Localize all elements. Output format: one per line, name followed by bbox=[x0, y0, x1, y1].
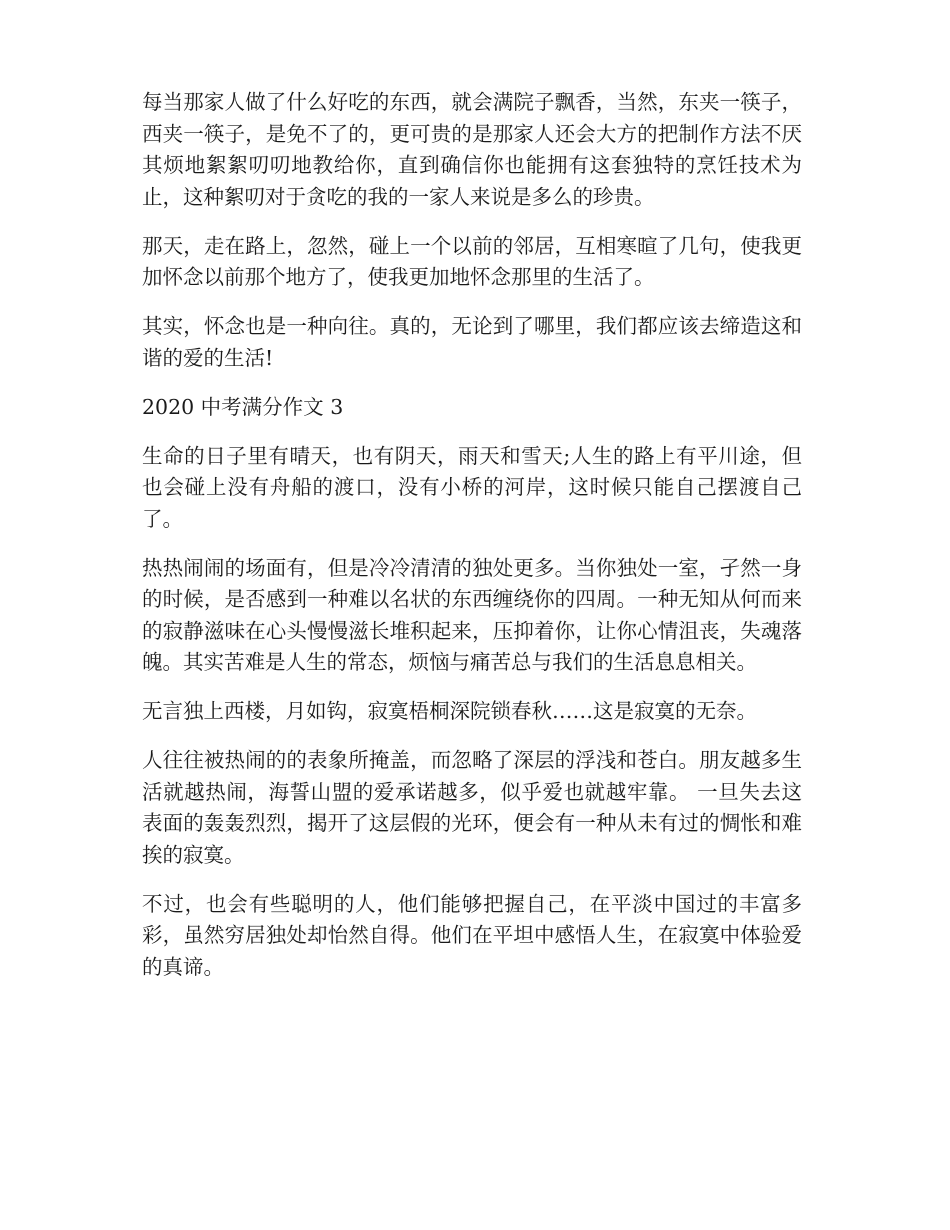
paragraph-life-weather: 生命的日子里有晴天，也有阴天，雨天和雪天;人生的路上有平川途，但也会碰上没有舟船的渡口，没有小桥的河岸，这时候只能自己摆渡自己了。 bbox=[142, 443, 802, 531]
paragraph-wise-people: 不过，也会有些聪明的人，他们能够把握自己，在平淡中国过的丰富多彩，虽然穷居独处却怡然自得。他们在平坦中感悟人生，在寂寞中体验爱的真谛。 bbox=[142, 891, 802, 979]
paragraph-solitude: 热热闹闹的场面有，但是冷冷清清的独处更多。当你独处一室，孑然一身的时候，是否感到一种难以名状的东西缠绕你的四周。一种无知从何而来的寂静滋味在心头慢慢滋长堆积起来，压抑着你，让你心情沮丧，失魂落魄。其实苦难是人生的常态，烦恼与痛苦总与我们的生活息息相关。 bbox=[142, 555, 802, 674]
paragraph-poem-quote: 无言独上西楼，月如钩，寂寞梧桐深院锁春秋……这是寂寞的无奈。 bbox=[142, 699, 757, 723]
essay-heading: 2020 中考满分作文 3 bbox=[142, 394, 344, 419]
document-page bbox=[142, 87, 802, 1001]
paragraph-superficial-bustle: 人往往被热闹的的表象所掩盖，而忽略了深层的浮浅和苍白。朋友越多生活就越热闹，海誓山盟的爱承诺越多，似乎爱也就越牢靠。 一旦失去这表面的轰轰烈烈，揭开了这层假的光环，便会有一种从未有过的惆怅和难挨的寂寞。 bbox=[142, 748, 802, 867]
paragraph-neighbor-meeting: 那天，走在路上，忽然，碰上一个以前的邻居，互相寒暄了几句，使我更加怀念以前那个地方了，使我更加地怀念那里的生活了。 bbox=[142, 233, 802, 289]
paragraph-nostalgia: 其实，怀念也是一种向往。真的，无论到了哪里，我们都应该去缔造这和谐的爱的生活! bbox=[142, 314, 802, 370]
paragraph-food-sharing: 每当那家人做了什么好吃的东西，就会满院子飘香，当然，东夹一筷子，西夹一筷子，是免不了的，更可贵的是那家人还会大方的把制作方法不厌其烦地絮絮叨叨地教给你，直到确信你也能拥有这套独特的烹饪技术为止，这种絮叨对于贪吃的我的一家人来说是多么的珍贵。 bbox=[142, 90, 802, 209]
